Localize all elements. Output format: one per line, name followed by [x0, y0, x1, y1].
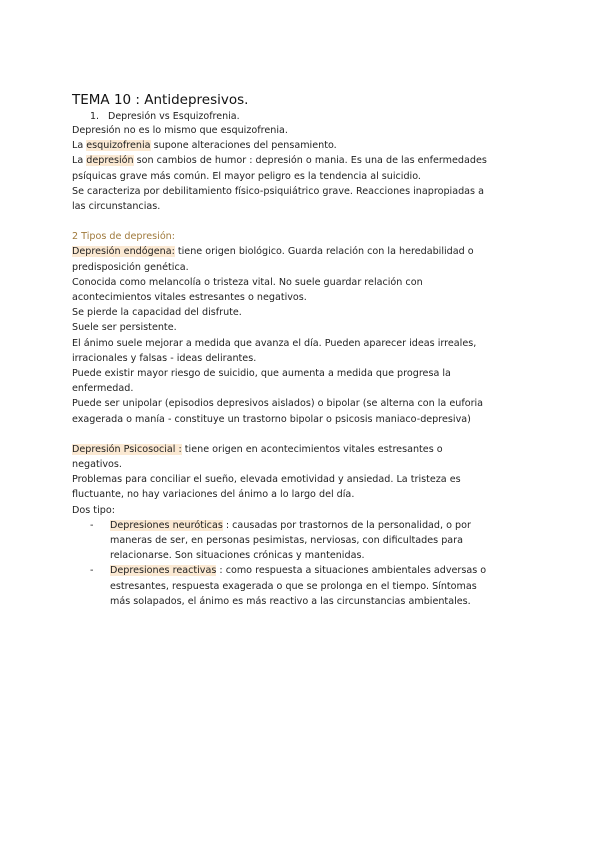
- paragraph-line: Se pierde la capacidad del disfrute.: [72, 307, 242, 319]
- paragraph-line: psíquicas grave más común. El mayor peligro es la tendencia al suicidio.: [72, 170, 421, 182]
- text-run: son cambios de humor : depresión o mania. Es una de las enfermedades: [133, 155, 487, 167]
- text-run: supone alteraciones del pensamiento.: [150, 140, 337, 152]
- text-run: La: [72, 140, 87, 152]
- highlighted-term: Depresiones neuróticas: [110, 519, 223, 531]
- dash-bullet: -: [90, 565, 94, 577]
- paragraph-line: [72, 442, 532, 457]
- spacer: [72, 427, 532, 442]
- bullet-list: [72, 518, 532, 609]
- paragraph-line: las circunstancias.: [72, 201, 161, 213]
- page-title: TEMA 10 : Antidepresivos.: [72, 92, 249, 108]
- highlighted-term: depresión: [86, 155, 134, 167]
- paragraph-line: El ánimo suele mejorar a medida que avanza el día. Pueden aparecer ideas irreales,: [72, 337, 477, 349]
- list-item-continuation: más solapados, el ánimo es más reactivo a las circunstancias ambientales.: [110, 595, 471, 607]
- paragraph-line: Puede ser unipolar (episodios depresivos aislados) o bipolar (se alterna con la euforia: [72, 398, 484, 410]
- paragraph-line: [72, 153, 532, 168]
- paragraph-line: [72, 244, 532, 259]
- paragraph-line: Depresión no es lo mismo que esquizofrenia.: [72, 125, 288, 136]
- paragraph-line: Dos tipo:: [72, 504, 115, 516]
- paragraph-line: Puede existir mayor riesgo de suicidio, que aumenta a medida que progresa la: [72, 368, 451, 380]
- section-heading-1: [90, 111, 532, 122]
- paragraph-line: Suele ser persistente.: [72, 322, 177, 334]
- list-item-continuation: relacionarse. Son situaciones crónicas y mantenidas.: [110, 550, 365, 562]
- section-label-tipos: 2 Tipos de depresión:: [72, 231, 175, 243]
- text-run: : como respuesta a situaciones ambientales adversas o: [216, 565, 487, 577]
- dash-bullet: -: [90, 519, 94, 531]
- paragraph-line: exagerada o manía - constituye un trastorno bipolar o psicosis maniaco-depresiva): [72, 413, 471, 425]
- text-run: : causadas por trastornos de la personalidad, o por: [222, 519, 471, 531]
- section-heading-text: Depresión vs Esquizofrenia.: [108, 111, 240, 122]
- paragraph-line: fluctuante, no hay variaciones del ánimo a lo largo del día.: [72, 489, 355, 501]
- list-item: [72, 563, 532, 578]
- highlighted-term: esquizofrenia: [86, 140, 151, 152]
- paragraph-line: negativos.: [72, 459, 122, 471]
- paragraph-line: enfermedad.: [72, 383, 134, 395]
- highlighted-term: Depresiones reactivas: [110, 565, 217, 577]
- text-run: tiene origen biológico. Guarda relación con la heredabilidad o: [174, 246, 474, 258]
- section-number: 1.: [90, 111, 100, 122]
- paragraph-line: Problemas para conciliar el sueño, elevada emotividad y ansiedad. La tristeza es: [72, 474, 461, 486]
- text-run: La: [72, 155, 87, 167]
- paragraph-line: acontecimientos vitales estresantes o negativos.: [72, 292, 307, 304]
- document-body: [72, 92, 532, 609]
- list-item: [72, 518, 532, 533]
- highlighted-term: Depresión endógena:: [72, 246, 175, 258]
- paragraph-line: [72, 138, 532, 153]
- paragraph-line: Conocida como melancolía o tristeza vital. No suele guardar relación con: [72, 276, 423, 288]
- list-item-continuation: maneras de ser, en personas pesimistas, nerviosas, con dificultades para: [110, 535, 463, 547]
- spacer: [72, 214, 532, 229]
- paragraph-line: Se caracteriza por debilitamiento físico-psiquiátrico grave. Reacciones inapropiadas a: [72, 185, 484, 197]
- highlighted-term: Depresión Psicosocial :: [72, 443, 182, 455]
- paragraph-line: irracionales y falsas - ideas delirantes.: [72, 352, 257, 364]
- text-run: tiene origen en acontecimientos vitales estresantes o: [181, 443, 443, 455]
- paragraph-line: predisposición genética.: [72, 261, 189, 273]
- list-item-continuation: estresantes, respuesta exagerada o que se prolonga en el tiempo. Síntomas: [110, 580, 477, 592]
